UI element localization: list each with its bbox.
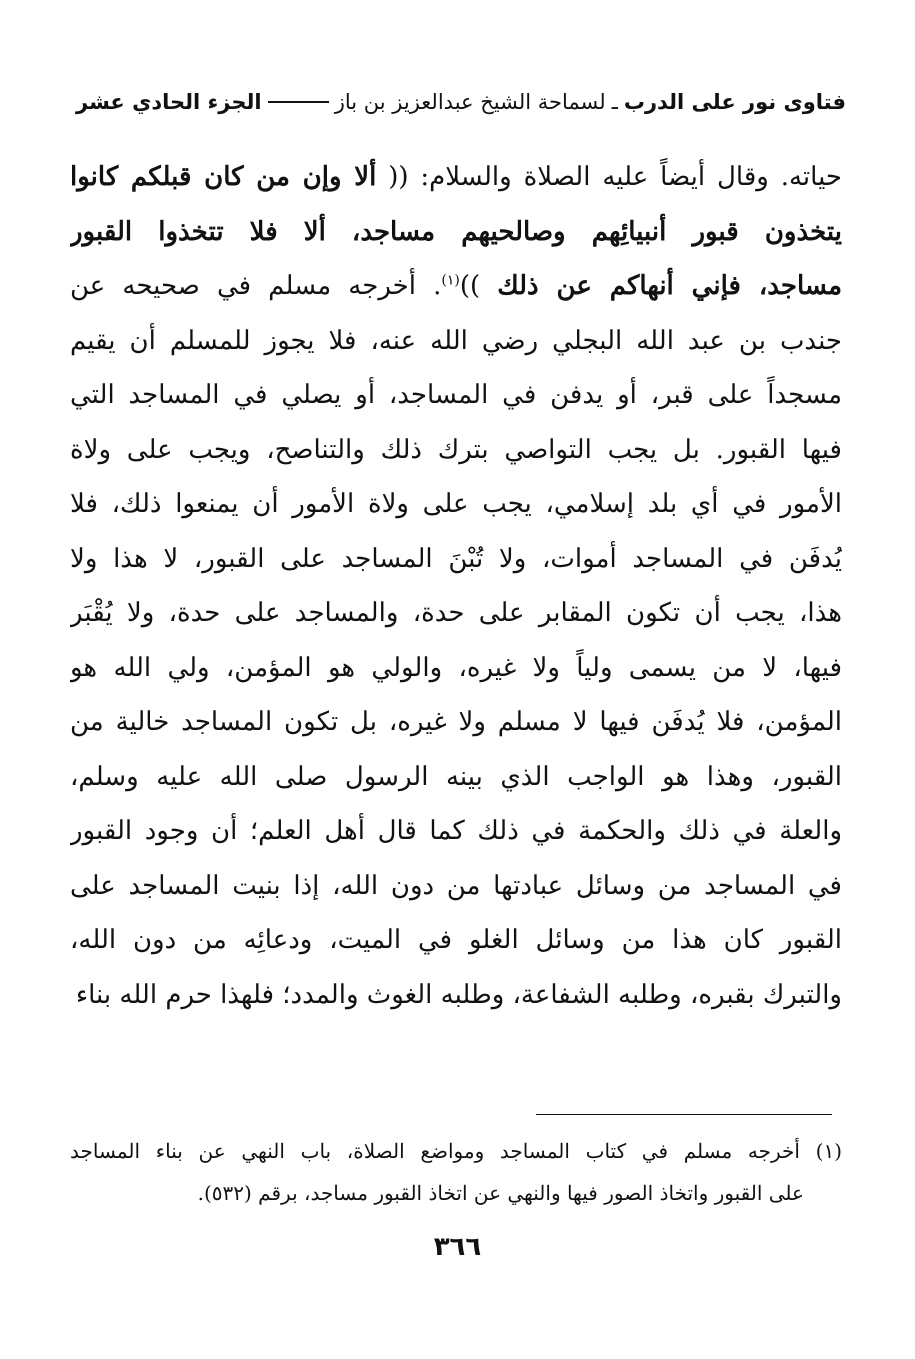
text-segment: في المساجد من وسائل عبادتها من دون الله، إذا بنيت المساجد على — [70, 870, 842, 901]
text-segment: يُدفَن في المساجد أموات، ولا تُبْنَ المساجد على القبور، لا هذا ولا — [70, 543, 842, 574]
text-line — [70, 586, 842, 641]
text-segment: هذا، يجب أن تكون المقابر على حدة، والمساجد على حدة، ولا يُقْبَر — [70, 598, 842, 628]
text-line — [70, 205, 842, 260]
running-header — [76, 82, 846, 122]
author-name: لسماحة الشيخ عبدالعزيز بن باز — [334, 90, 606, 114]
series-title: فتاوى نور على الدرب — [623, 90, 846, 114]
text-line — [70, 804, 842, 859]
text-segment: جندب بن عبد الله البجلي رضي الله عنه، فلا يجوز للمسلم أن يقيم — [70, 325, 842, 356]
text-segment: ألا وإن من كان قبلكم كانوا — [70, 162, 377, 192]
footnote-separator — [536, 1114, 832, 1115]
text-line — [70, 532, 842, 587]
page-number: ٣٦٦ — [433, 1232, 482, 1262]
text-line — [70, 259, 842, 314]
text-line — [70, 423, 842, 478]
text-line — [70, 150, 842, 205]
text-line — [70, 368, 842, 423]
footnote-line: على القبور واتخاذ الصور فيها والنهي عن اتخاذ القبور مساجد، برقم (٥٣٢). — [197, 1181, 804, 1205]
text-segment: الأمور في أي بلد إسلامي، يجب على ولاة الأمور أن يمنعوا ذلك، فلا — [70, 489, 842, 519]
text-line — [70, 695, 842, 750]
text-line — [70, 913, 842, 968]
header-dash: ـ — [611, 90, 618, 114]
text-line — [70, 750, 842, 805]
text-segment: حياته. وقال أيضاً عليه الصلاة والسلام: (( — [376, 162, 842, 192]
text-segment: والعلة في ذلك والحكمة في ذلك كما قال أهل العلم؛ أن وجود القبور — [70, 816, 842, 846]
text-segment: فيها، لا من يسمى ولياً ولا غيره، والولي هو المؤمن، ولي الله هو — [70, 652, 842, 683]
text-segment: والتبرك بقبره، وطلبه الشفاعة، وطلبه الغوث والمدد؛ فلهذا حرم الله بناء — [75, 979, 842, 1010]
text-line — [70, 641, 842, 696]
text-segment: القبور كان هذا من وسائل الغلو في الميت، ودعائِه من دون الله، — [70, 925, 842, 955]
text-line — [70, 477, 842, 532]
text-segment: يتخذون قبور أنبيائِهم وصالحيهم مساجد، ألا فلا تتخذوا القبور — [70, 216, 842, 247]
text-segment: فيها القبور. بل يجب التواصي بترك ذلك والتناصح، ويجب على ولاة — [70, 434, 842, 465]
text-segment: القبور، وهذا هو الواجب الذي بينه الرسول صلى الله عليه وسلم، — [70, 761, 842, 792]
footnote-line: (١) أخرجه مسلم في كتاب المساجد ومواضع الصلاة، باب النهي عن بناء المساجد — [70, 1139, 842, 1163]
text-segment: )) — [459, 271, 498, 301]
text-segment: مساجد، فإني أنهاكم عن ذلك — [497, 271, 842, 301]
text-segment: المؤمن، فلا يُدفَن فيها لا مسلم ولا غيره، بل تكون المساجد خالية من — [70, 707, 842, 737]
text-line — [70, 314, 842, 369]
text-line — [70, 859, 842, 914]
text-segment: . أخرجه مسلم في صحيحه عن — [70, 271, 442, 301]
text-segment: مسجداً على قبر، أو يدفن في المساجد، أو يصلي في المساجد التي — [70, 380, 842, 410]
footnote-marker[interactable]: (١) — [441, 272, 460, 289]
text-line — [70, 968, 842, 1023]
footnote — [70, 1130, 842, 1214]
main-text — [70, 150, 842, 1022]
volume-part: الجزء الحادي عشر — [76, 90, 262, 114]
header-rule — [268, 101, 329, 103]
